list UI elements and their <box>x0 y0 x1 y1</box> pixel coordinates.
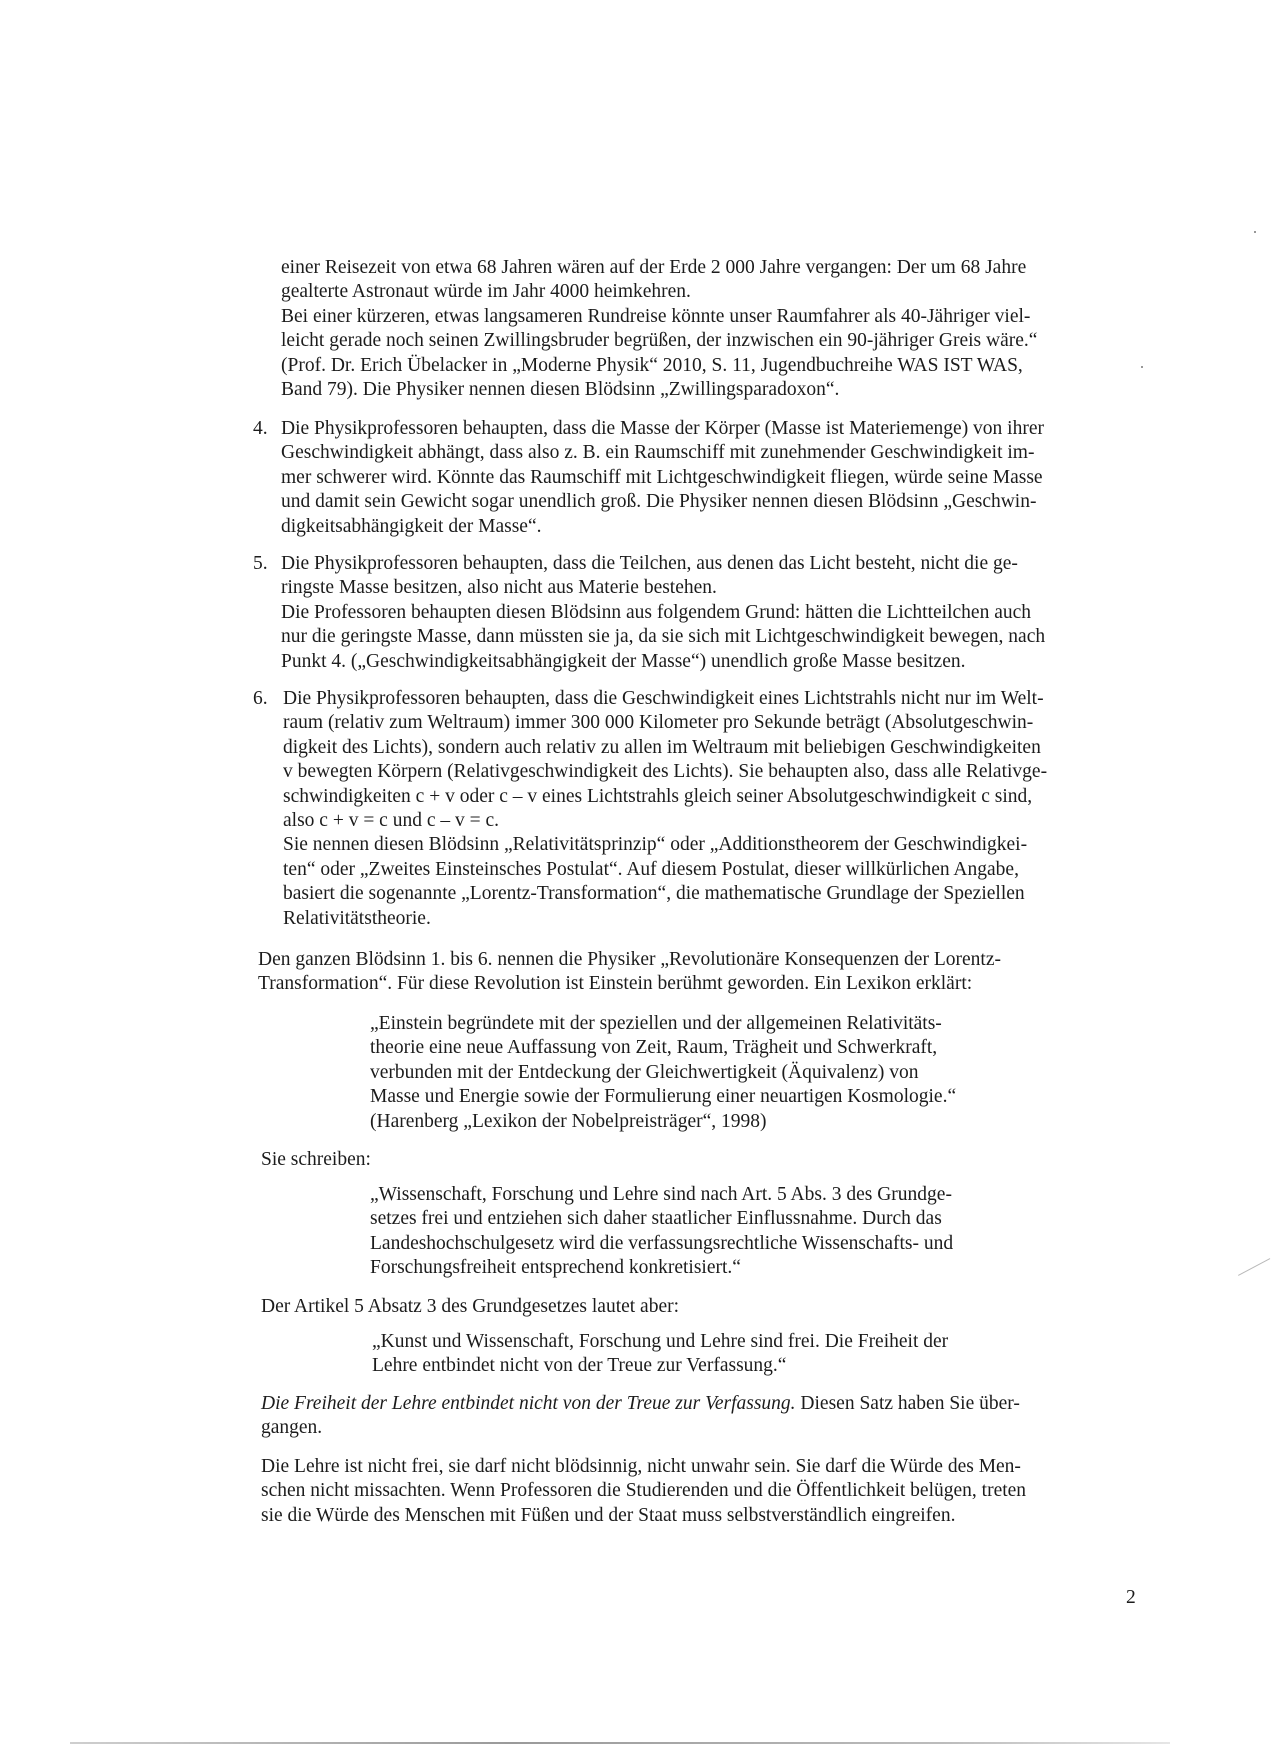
text-line: Die Physikprofessoren behaupten, dass die Teilchen, aus denen das Licht besteht, nicht die ge- <box>281 553 1018 574</box>
scan-edge-line <box>70 1742 1170 1744</box>
text-line: basiert die sogenannte „Lorentz-Transformation“, die mathematische Grundlage der Speziellen <box>283 883 1025 905</box>
scan-edge-mark <box>1238 1258 1275 1293</box>
text-line: (Harenberg „Lexikon der Nobelpreisträger“, 1998) <box>370 1110 767 1132</box>
text-line: Band 79). Die Physiker nennen diesen Blödsinn „Zwillingsparadoxon“. <box>281 379 840 400</box>
text-line: Forschungsfreiheit entsprechend konkretisiert.“ <box>370 1257 741 1279</box>
text-line: ten“ oder „Zweites Einsteinsches Postulat“. Auf diesem Postulat, dieser willkürlichen Angabe, <box>283 858 1019 880</box>
text-line: „Einstein begründete mit der speziellen und der allgemeinen Relativitäts- <box>370 1013 942 1034</box>
text-line: Die Lehre ist nicht frei, sie darf nicht blödsinnig, nicht unwahr sein. Sie darf die Würde des Men- <box>261 1456 1021 1477</box>
list-number: 4. <box>253 418 268 439</box>
list-number: 5. <box>253 553 268 574</box>
text-line: gealterte Astronaut würde im Jahr 4000 heimkehren. <box>281 281 691 303</box>
text-line: Den ganzen Blödsinn 1. bis 6. nennen die Physiker „Revolutionäre Konsequenzen der Lorentz- <box>258 949 1001 970</box>
text-line: Lehre entbindet nicht von der Treue zur Verfassung.“ <box>372 1355 787 1377</box>
text-line: Landeshochschulgesetz wird die verfassungsrechtliche Wissenschafts- und <box>370 1232 954 1254</box>
text-line: Geschwindigkeit abhängt, dass also z. B. ein Raumschiff mit zunehmender Geschwindigkeit im- <box>281 442 1035 464</box>
text-line: Transformation“. Für diese Revolution ist Einstein berühmt geworden. Ein Lexikon erklärt: <box>258 973 973 995</box>
text-line: ringste Masse besitzen, also nicht aus Materie bestehen. <box>281 577 717 599</box>
text-line: also c + v = c und c – v = c. <box>283 810 500 831</box>
text-line: (Prof. Dr. Erich Übelacker in „Moderne Physik“ 2010, S. 11, Jugendbuchreihe WAS IST WAS, <box>281 354 1023 376</box>
text-line: Bei einer kürzeren, etwas langsameren Rundreise könnte unser Raumfahrer als 40-Jähriger viel- <box>281 305 1031 327</box>
text-line: Die Physikprofessoren behaupten, dass die Masse der Körper (Masse ist Materiemenge) von ihrer <box>281 418 1044 439</box>
text-line: und damit sein Gewicht sogar unendlich groß. Die Physiker nennen diesen Blödsinn „Geschwin- <box>281 491 1037 513</box>
text-line: schen nicht missachten. Wenn Professoren die Studierenden und die Öffentlichkeit belügen, treten <box>261 1480 1027 1502</box>
italic-sentence: Die Freiheit der Lehre entbindet nicht von der Treue zur Verfassung. <box>261 1393 796 1414</box>
scan-dot <box>1254 231 1256 233</box>
text-line: Der Artikel 5 Absatz 3 des Grundgesetzes lautet aber: <box>261 1296 680 1317</box>
text-line: mer schwerer wird. Könnte das Raumschiff mit Lichtgeschwindigkeit fliegen, würde seine Masse <box>281 466 1043 488</box>
text-line: sie die Würde des Menschen mit Füßen und der Staat muss selbstverständlich eingreifen. <box>261 1504 956 1526</box>
text-line: leicht gerade noch seinen Zwillingsbruder begrüßen, der inzwischen ein 90-jähriger Greis wäre.“ <box>281 330 1038 352</box>
list-number: 6. <box>253 688 268 709</box>
text-line: verbunden mit der Entdeckung der Gleichwertigkeit (Äquivalenz) von <box>370 1061 919 1083</box>
text-line: Die Physikprofessoren behaupten, dass die Geschwindigkeit eines Lichtstrahls nicht nur im Welt- <box>283 688 1044 709</box>
text-line: Relativitätstheorie. <box>283 907 431 929</box>
text-line: setzes frei und entziehen sich daher staatlicher Einflussnahme. Durch das <box>370 1208 942 1230</box>
text-line: „Kunst und Wissenschaft, Forschung und Lehre sind frei. Die Freiheit der <box>372 1331 949 1352</box>
text-line: Sie schreiben: <box>261 1149 371 1170</box>
text-line: „Wissenschaft, Forschung und Lehre sind nach Art. 5 Abs. 3 des Grundge- <box>370 1184 952 1205</box>
text-line: Masse und Energie sowie der Formulierung einer neuartigen Kosmologie.“ <box>370 1086 957 1108</box>
text-line <box>261 1392 1020 1416</box>
text-line: digkeit des Lichts), sondern auch relativ zu allen im Weltraum mit beliebigen Geschwindigkeiten <box>283 736 1041 758</box>
text-line: gangen. <box>261 1417 323 1439</box>
text-line: digkeitsabhängigkeit der Masse“. <box>281 515 542 537</box>
page-number: 2 <box>1126 1587 1136 1608</box>
text-line: schwindigkeiten c + v oder c – v eines Lichtstrahls gleich seiner Absolutgeschwindigkeit c sind, <box>283 785 1033 807</box>
text-line: theorie eine neue Auffassung von Zeit, Raum, Trägheit und Schwerkraft, <box>370 1037 938 1059</box>
text-line: einer Reisezeit von etwa 68 Jahren wären auf der Erde 2 000 Jahre vergangen: Der um 68 Jahre <box>281 257 1027 278</box>
text-line: Die Professoren behaupten diesen Blödsinn aus folgendem Grund: hätten die Lichtteilchen auch <box>281 601 1031 623</box>
scan-dot <box>1141 366 1143 368</box>
text-line: nur die geringste Masse, dann müssten sie ja, da sie sich mit Lichtgeschwindigkeit bewegen, nach <box>281 626 1046 648</box>
text-line: v bewegten Körpern (Relativgeschwindigkeit des Lichts). Sie behaupten also, dass alle Relativge- <box>283 761 1048 783</box>
sentence-rest: Diesen Satz haben Sie über- <box>795 1393 1020 1414</box>
text-line: raum (relativ zum Weltraum) immer 300 000 Kilometer pro Sekunde beträgt (Absolutgeschwin- <box>283 712 1034 734</box>
text-line: Sie nennen diesen Blödsinn „Relativitätsprinzip“ oder „Additionstheorem der Geschwindigkei- <box>283 834 1028 856</box>
text-line: Punkt 4. („Geschwindigkeitsabhängigkeit der Masse“) unendlich große Masse besitzen. <box>281 650 966 672</box>
